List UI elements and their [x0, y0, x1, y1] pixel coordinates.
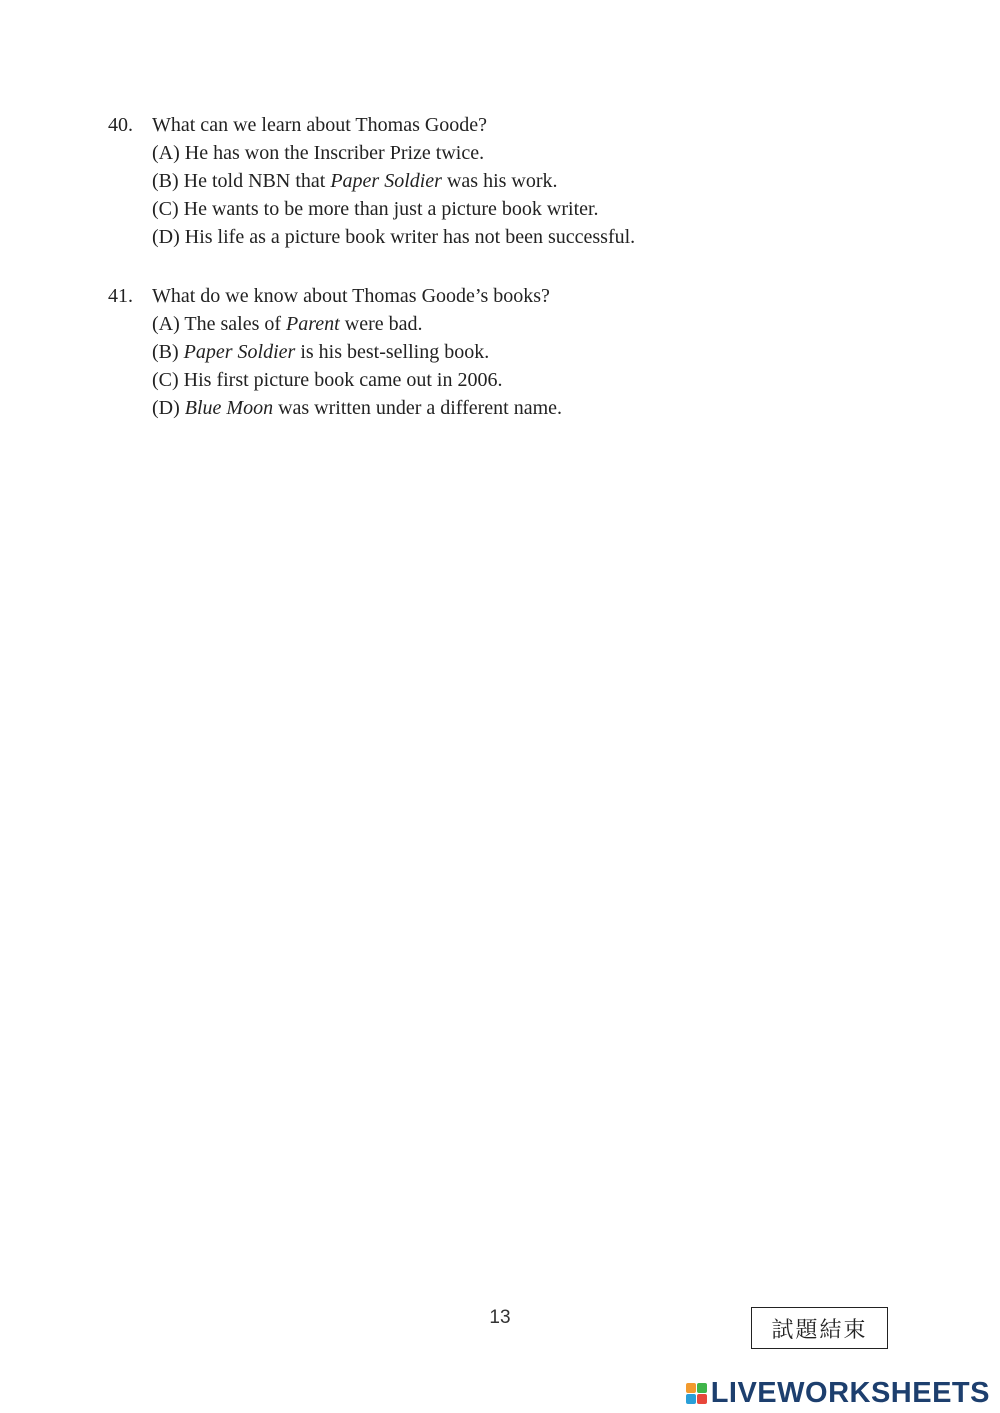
option-d[interactable] — [152, 394, 868, 422]
option-title: Paper Soldier — [183, 341, 296, 363]
question-number: 40. — [108, 114, 133, 136]
logo-square-icon — [697, 1394, 707, 1404]
option-b[interactable] — [152, 338, 868, 366]
question-stem — [108, 111, 868, 139]
option-text-end: is his best-selling book. — [295, 341, 490, 363]
question-41 — [108, 282, 868, 422]
end-of-exam-label: 試題結束 — [751, 1307, 888, 1349]
option-b[interactable] — [152, 167, 868, 195]
option-text: (D) — [152, 397, 185, 419]
brand-text: LIVEWORKSHEETS — [710, 1377, 990, 1409]
option-text-end: were bad. — [339, 313, 423, 335]
option-title: Paper Soldier — [330, 170, 442, 192]
option-text: (A) The sales of — [152, 313, 287, 335]
option-a[interactable] — [152, 139, 868, 167]
option-a[interactable] — [152, 310, 868, 338]
option-text-end: was written under a different name. — [273, 397, 563, 419]
page-number: 13 — [489, 1307, 511, 1328]
option-text: (B) He told NBN that — [152, 170, 331, 192]
option-text: (D) His life as a picture book writer has not been successful. — [152, 226, 636, 248]
question-text: What can we learn about Thomas Goode? — [152, 114, 488, 136]
question-text: What do we know about Thomas Goode’s books? — [152, 285, 550, 307]
option-c[interactable] — [152, 366, 868, 394]
question-40 — [108, 111, 868, 251]
option-text: (C) He wants to be more than just a picture book writer. — [152, 198, 599, 220]
option-text: (B) — [152, 341, 184, 363]
question-stem — [108, 282, 868, 310]
liveworksheets-brand[interactable] — [686, 1376, 990, 1410]
option-title: Parent — [286, 313, 340, 335]
logo-square-icon — [697, 1383, 707, 1393]
option-text-end: was his work. — [441, 170, 558, 192]
question-number: 41. — [108, 285, 133, 307]
logo-square-icon — [686, 1394, 696, 1404]
logo-square-icon — [686, 1383, 696, 1393]
option-text: (A) He has won the Inscriber Prize twice. — [152, 142, 485, 164]
option-c[interactable] — [152, 195, 868, 223]
option-text: (C) His first picture book came out in 2006. — [152, 369, 503, 391]
option-title: Blue Moon — [184, 397, 274, 419]
option-d[interactable] — [152, 223, 868, 251]
liveworksheets-logo-icon — [686, 1383, 707, 1404]
